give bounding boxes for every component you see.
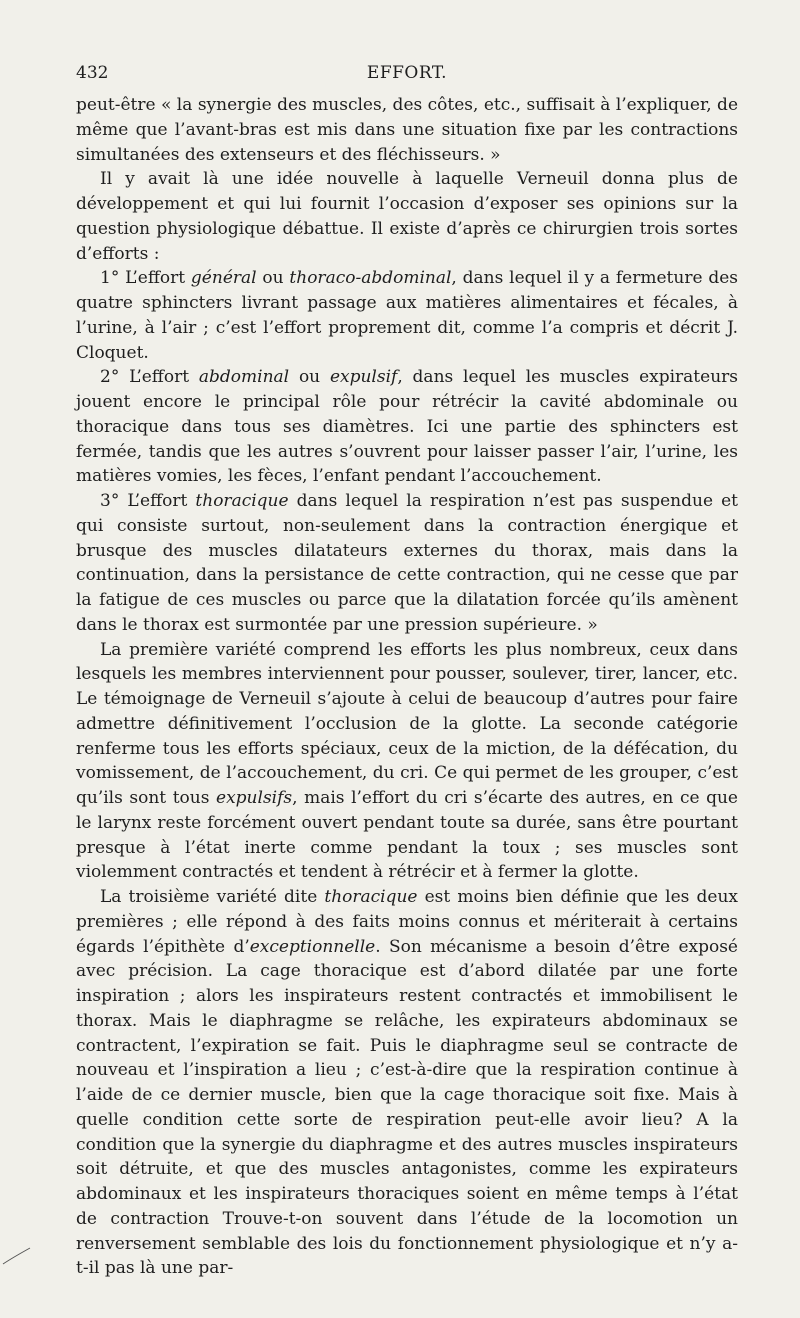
- text-run: , dans lequel il y a fermeture des quatre sphincters livrant passage aux matières alimentaires et fécales, à l’urine, à l’air ; c’est l’effort proprement dit, comme l’a compris et décrit J. Cloquet.: [76, 268, 739, 363]
- text-run: 1° L’effort: [100, 268, 191, 289]
- paragraph: [76, 885, 738, 1281]
- text-run: Il y avait là une idée nouvelle à laquelle Verneuil donna plus de développement et qui lui fournit l’occasion d’exposer ses opinions sur la question physiologique débattue. Il existe d’après ce chirurgien trois sortes d’efforts :: [76, 169, 738, 264]
- text-run: est moins bien définie que les deux premières ; elle répond à des faits moins connus et mériterait à certains égards l’épithète d’: [76, 887, 738, 957]
- text-run: La première variété comprend les efforts les plus nombreux, ceux dans lesquels les membres interviennent pour pousser, soulever, tirer, lancer, etc. Le témoignage de Verneuil s’ajoute à celui de beaucoup d’autres pour faire admettre définitivement l’occlusion de la glotte. La seconde catégorie renferme tous les efforts spéciaux, ceux de la miction, de la défécation, du vomissement, de l’accouchement, du cri. Ce qui permet de les grouper, c’est qu’ils sont tous: [76, 639, 738, 808]
- page-number: 432: [76, 63, 109, 83]
- text-run: , mais l’effort du cri s’écarte des autres, en ce que le larynx reste forcément ouvert pendant toute sa durée, sans être pourtant presque à l’état inerte comme pendant la toux ; ses muscles sont violemment contractés et tendent à rétrécir et à fermer la glotte.: [76, 788, 738, 883]
- text-run: La troisième variété dite: [100, 887, 325, 907]
- text-run: peut-être « la synergie des muscles, des côtes, etc., suffisait à l’expliquer, de même que l’avant-bras est mis dans une situation fixe par les contractions simultanées des extenseurs et des fléchisseurs. »: [76, 95, 738, 165]
- italic-term: thoraco-abdominal: [289, 268, 452, 289]
- paragraph: [76, 638, 738, 886]
- running-title: EFFORT.: [366, 63, 448, 83]
- italic-term: expulsifs: [216, 788, 293, 808]
- page-header: [76, 60, 738, 86]
- paragraph: [76, 93, 738, 167]
- italic-term: thoracique: [195, 491, 289, 511]
- text-run: 2° L’effort: [100, 367, 199, 388]
- text-run: ou: [289, 367, 330, 388]
- italic-term: thoracique: [324, 887, 418, 907]
- pencil-mark: [2, 1236, 32, 1266]
- paragraph: [76, 489, 738, 638]
- body-text: [76, 93, 738, 1281]
- text-run: 3° L’effort: [100, 491, 196, 511]
- italic-term: exceptionnelle: [249, 936, 376, 957]
- text-run: , dans lequel les muscles expirateurs jouent encore le principal rôle pour rétrécir la cavité abdominale ou thoracique dans tous ses diamètres. Ici une partie des sphincters est fermée, tandis que les autres s’ouvrent pour laisser passer l’air, l’urine, les matières vomies, les fèces, l’enfant pendant l’accouchement.: [76, 367, 739, 487]
- text-run: . Son mécanisme a besoin d’être exposé avec précision. La cage thoracique est d’abord dilatée par une forte inspiration ; alors les inspirateurs restent contractés et immobilisent le thorax. Mais le diaphragme se relâche, les expirateurs abdominaux se contractent, l’expiration se fait. Puis le diaphragme seul se contracte de nouveau et l’inspiration a lieu ; c’est-à-dire que la respiration continue à l’aide de ce dernier muscle, bien que la cage thoracique soit fixe. Mais à quelle condition cette sorte de respiration peut-elle avoir lieu? A la condition que la synergie du diaphragme et des autres muscles inspirateurs soit détruite, et que des muscles antagonistes, comme les expirateurs abdominaux et les inspirateurs thoraciques soient en même temps à l’état de contraction Trouve-t-on souvent dans l’étude de la locomotion un renversement semblable des lois du fonctionnement physiologique et n’y a-t-il pas là une par-: [76, 936, 738, 1279]
- text-run: dans lequel la respiration n’est pas suspendue et qui consiste surtout, non-seulement dans la contraction énergique et brusque des muscles dilatateurs externes du thorax, mais dans la continuation, dans la persistance de cette contraction, qui ne cesse que par la fatigue de ces muscles ou parce que la dilatation forcée qu’ils amènent dans le thorax est surmontée par une pression supérieure. »: [76, 491, 738, 635]
- paragraph: [76, 167, 738, 266]
- text-run: ou: [256, 268, 290, 289]
- paragraph: [76, 266, 738, 365]
- italic-term: général: [190, 268, 257, 289]
- paragraph: [76, 365, 738, 489]
- italic-term: abdominal: [198, 367, 290, 388]
- italic-term: expulsif: [329, 367, 398, 388]
